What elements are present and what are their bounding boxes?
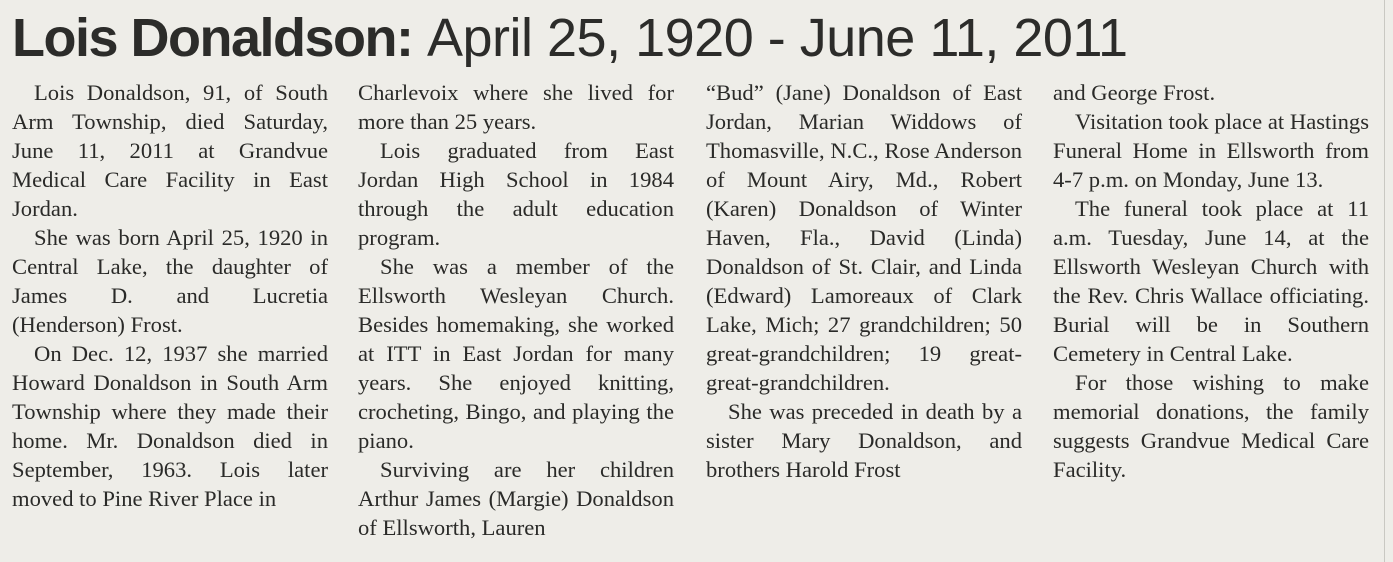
paragraph: For those wishing to make memorial donations, the family suggests Grandvue Medical Care Facility. bbox=[1053, 370, 1369, 482]
paragraph: On Dec. 12, 1937 she married Howard Donaldson in South Arm Township where they made their home. Mr. Donaldson died in September, 1963. Lois later moved to Pine River Place in bbox=[12, 341, 328, 511]
paragraph: Visitation took place at Hastings Funeral Home in Ellsworth from 4-7 p.m. on Monday, June 13. bbox=[1053, 109, 1369, 192]
paragraph-continued: Charlevoix where she lived for more than 25 years. bbox=[358, 80, 674, 134]
headline-dates: April 25, 1920 - June 11, 2011 bbox=[427, 8, 1128, 68]
paragraph: She was born April 25, 1920 in Central Lake, the daughter of James D. and Lucretia (Henderson) Frost. bbox=[12, 225, 328, 337]
paragraph: She was preceded in death by a sister Mary Donaldson, and brothers Harold Frost bbox=[706, 399, 1022, 482]
paragraph-continued: “Bud” (Jane) Donaldson of East Jordan, Marian Widdows of Thomasville, N.C., Rose Anderson of Mount Airy, Md., Robert (Karen) Donaldson of Winter Haven, Fla., David (Linda) Donaldson of St. Clair, and Linda (Edward) Lamoreaux of Clark Lake, Mich; 27 grandchildren; 50 great-grandchildren; 19 great-great-grandchildren. bbox=[706, 80, 1022, 395]
paragraph: She was a member of the Ellsworth Wesleyan Church. Besides homemaking, she worked at ITT in East Jordan for many years. She enjoyed knitting, crocheting, Bingo, and playing the piano. bbox=[358, 254, 674, 453]
text-column-4 bbox=[1053, 78, 1369, 484]
paragraph: Surviving are her children Arthur James (Margie) Donaldson of Ellsworth, Lauren bbox=[358, 457, 674, 540]
obituary-headline bbox=[12, 6, 1128, 70]
paragraph-continued: and George Frost. bbox=[1053, 80, 1216, 105]
text-column-2 bbox=[358, 78, 674, 542]
paragraph: Lois Donaldson, 91, of South Arm Township, died Saturday, June 11, 2011 at Grandvue Medical Care Facility in East Jordan. bbox=[12, 80, 328, 221]
clipping-edge bbox=[1384, 0, 1385, 562]
headline-name: Lois Donaldson: bbox=[12, 8, 413, 68]
text-column-1 bbox=[12, 78, 328, 513]
paragraph: The funeral took place at 11 a.m. Tuesday, June 14, at the Ellsworth Wesleyan Church with the Rev. Chris Wallace officiating. Burial will be in Southern Cemetery in Central Lake. bbox=[1053, 196, 1369, 366]
paragraph: Lois graduated from East Jordan High School in 1984 through the adult education program. bbox=[358, 138, 674, 250]
text-column-3 bbox=[706, 78, 1022, 484]
